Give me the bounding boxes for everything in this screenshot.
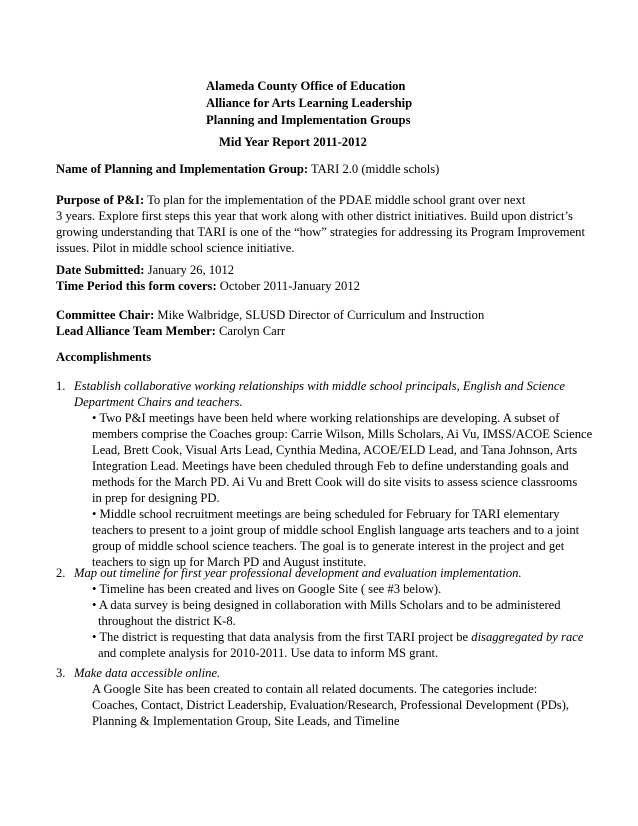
group-name-line — [56, 161, 596, 177]
committee-chair-value: Mike Walbridge, SLUSD Director of Curriculum and Instruction — [154, 308, 485, 322]
accomplishments-heading: Accomplishments — [56, 350, 152, 364]
list-item — [56, 665, 596, 735]
group-type: Planning and Implementation Groups — [206, 113, 411, 127]
group-name-value: TARI 2.0 (middle schols) — [308, 162, 440, 176]
item-number: 1. — [56, 379, 66, 393]
org-name: Alameda County Office of Education — [206, 79, 406, 93]
body-line: A Google Site has been created to contain all related documents. The categories include: — [92, 682, 538, 696]
bullet-line: teachers to present to a joint group of middle school English language arts teachers and to a joint — [92, 523, 580, 537]
date-submitted-label: Date Submitted: — [56, 263, 145, 277]
bullet-line: and complete analysis for 2010-2011. Use data to inform MS grant. — [98, 646, 439, 660]
item-title-line: Map out timeline for first year professional development and evaluation implementation. — [74, 566, 522, 580]
list-item — [56, 565, 596, 660]
group-name-label: Name of Planning and Implementation Group: — [56, 162, 309, 176]
dates-section — [56, 262, 596, 294]
lead-member-value: Carolyn Carr — [215, 324, 286, 338]
item-title-line: Make data accessible online. — [74, 666, 221, 680]
purpose-label: Purpose of P&I: — [56, 193, 145, 207]
purpose-line-4: issues. Pilot in middle school science initiative. — [56, 241, 295, 255]
bullet-line: • Middle school recruitment meetings are being scheduled for February for TARI elementary — [92, 507, 560, 521]
document-header — [206, 78, 412, 129]
bullet-line: in prep for designing PD. — [92, 491, 220, 505]
bullet-line: • A data survey is being designed in collaboration with Mills Scholars and to be administered — [92, 598, 561, 612]
bullet-line: members comprise the Coaches group: Carrie Wilson, Mills Scholars, Ai Vu, IMSS/ACOE Science — [92, 427, 593, 441]
date-submitted-value: January 26, 1012 — [144, 263, 235, 277]
emphasis-text: disaggregated by race — [471, 630, 584, 644]
bullet-line: • Timeline has been created and lives on Google Site ( see #3 below). — [92, 582, 442, 596]
bullet-line: throughout the district K-8. — [98, 614, 236, 628]
purpose-section — [56, 192, 596, 256]
committee-chair-label: Committee Chair: — [56, 308, 155, 322]
purpose-line-1: To plan for the implementation of the PDAE middle school grant over next — [144, 193, 526, 207]
lead-member-label: Lead Alliance Team Member: — [56, 324, 216, 338]
bullet-line: methods for the March PD. Ai Vu and Brett Cook will do site visits to assess science classrooms — [92, 475, 578, 489]
people-section — [56, 307, 596, 339]
purpose-line-2: 3 years. Explore first steps this year that work along with other district initiatives. Build upon district’s — [56, 209, 573, 223]
item-number: 3. — [56, 666, 66, 680]
body-line: Planning & Implementation Group, Site Leads, and Timeline — [92, 714, 400, 728]
bullet-line: • The district is requesting that data analysis from the first TARI project be — [92, 630, 472, 644]
body-line: Coaches, Contact, District Leadership, Evaluation/Research, Professional Development (PDs), — [92, 698, 570, 712]
alliance-name: Alliance for Arts Learning Leadership — [206, 96, 413, 110]
bullet-line: teachers to sign up for March PD and August institute. — [92, 555, 367, 569]
item-title-line: Department Chairs and teachers. — [74, 395, 243, 409]
time-period-value: October 2011-January 2012 — [216, 279, 360, 293]
item-number: 2. — [56, 566, 66, 580]
time-period-label: Time Period this form covers: — [56, 279, 217, 293]
item-title-line: Establish collaborative working relationships with middle school principals, English and Science — [74, 379, 566, 393]
purpose-line-3: growing understanding that TARI is one of the “how” strategies for addressing its Program Improvement — [56, 225, 585, 239]
list-item — [56, 378, 596, 569]
bullet-line: Lead, Brett Cook, Visual Arts Lead, Cynthia Medina, ACOE/ELD Lead, and Tana Johnson, Arts — [92, 443, 578, 457]
bullet-line: Integration Lead. Meetings have been cheduled through Feb to define understanding goals and — [92, 459, 569, 473]
report-title: Mid Year Report 2011-2012 — [219, 135, 367, 149]
bullet-line: group of middle school science teachers. The goal is to generate interest in the project and get — [92, 539, 565, 553]
bullet-line: • Two P&I meetings have been held where working relationships are developing. A subset of — [92, 411, 560, 425]
